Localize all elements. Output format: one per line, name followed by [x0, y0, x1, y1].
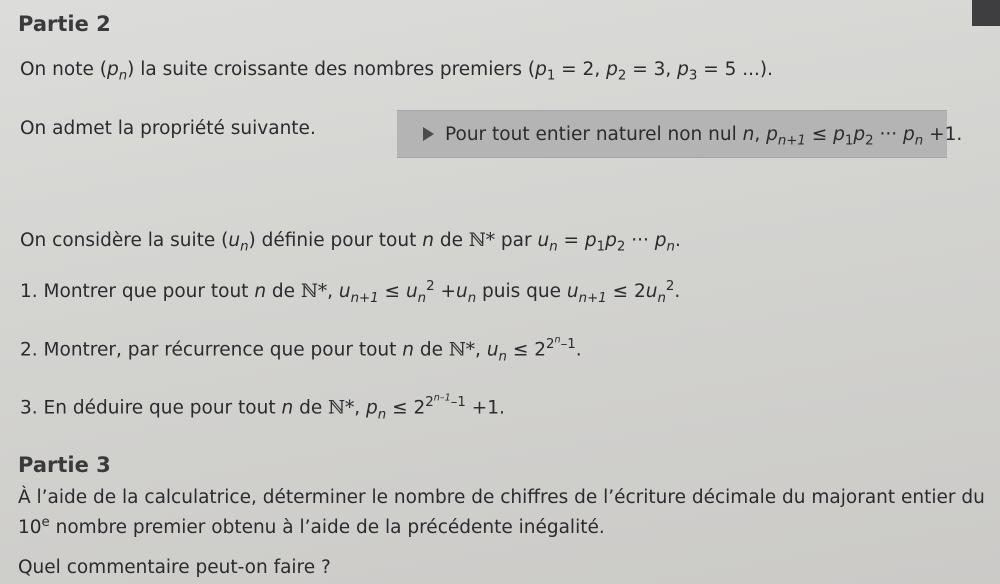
sequence-definition-line: [20, 232, 681, 254]
subscript-n: n: [417, 290, 427, 306]
math-p: p: [605, 230, 617, 251]
text: de: [293, 397, 329, 419]
subscript-n-plus-1: n+1: [777, 133, 806, 149]
text: Pour tout entier naturel non nul: [445, 124, 743, 145]
subscript-n: n: [467, 290, 477, 306]
text: 10: [18, 517, 42, 539]
question-1: [20, 280, 680, 305]
math-p: p: [584, 230, 597, 251]
partie-3-title: Partie 3: [18, 453, 111, 477]
text: ) la suite croissante des nombres premiers (: [127, 59, 536, 80]
subscript-n-plus-1: n+1: [578, 290, 607, 306]
text: .: [674, 230, 681, 251]
math-u: u: [228, 230, 241, 251]
subscript-1: 1: [546, 68, 556, 84]
text: +1.: [923, 124, 963, 145]
subscript-3: 3: [688, 68, 698, 84]
text: ,: [754, 124, 767, 145]
subscript-n: n: [498, 349, 507, 365]
math-p: p: [654, 230, 667, 251]
math-p3: p: [677, 59, 689, 80]
plus-1: +1.: [465, 397, 505, 419]
leq-2: ≤ 2: [506, 339, 547, 361]
subscript-2: 2: [617, 68, 627, 84]
text: nombre premier obtenu à l’aide de la précédente inégalité.: [49, 517, 605, 539]
question-3: [20, 394, 505, 422]
natural-numbers-symbol: ℕ*: [300, 281, 328, 303]
text: = 3,: [626, 59, 678, 80]
leq-symbol: ≤ 2: [606, 281, 646, 303]
natural-numbers-symbol: ℕ*: [328, 397, 355, 419]
math-p: p: [366, 397, 378, 419]
math-u: u: [338, 281, 351, 303]
math-p: p: [853, 124, 866, 145]
math-p1: p: [535, 59, 547, 80]
leq-2: ≤ 2: [386, 397, 426, 419]
text: .: [674, 281, 681, 303]
power-tower: [546, 337, 576, 352]
subscript-n: n: [549, 239, 558, 255]
subscript-2: 2: [865, 133, 874, 149]
ordinal-superscript: e: [41, 515, 50, 530]
math-p: p: [903, 124, 915, 145]
text: ,: [354, 397, 367, 419]
partie-2-title: Partie 2: [18, 12, 111, 36]
definition-primes-line: [20, 61, 773, 83]
ellipsis: ···: [873, 124, 904, 145]
subscript-1: 1: [844, 133, 854, 149]
text: On considère la suite (: [20, 230, 229, 251]
math-n: n: [742, 124, 755, 145]
leq-symbol: ≤: [805, 124, 834, 145]
math-u: u: [405, 281, 418, 303]
exponent-n-minus-1: n–1: [433, 393, 451, 404]
property-statement: [445, 124, 962, 149]
partie-3-line-1: À l’aide de la calculatrice, déterminer le nombre de chiffres de l’écriture décimale du majorant entier du: [18, 487, 985, 508]
text: ) définie pour tout: [248, 230, 423, 251]
text: de: [433, 230, 469, 251]
subscript-n: n: [240, 239, 249, 255]
subscript-n: n: [657, 290, 666, 306]
partie-3-line-2: [18, 516, 605, 538]
triangle-bullet-icon: [423, 127, 434, 141]
text: = 2,: [555, 59, 607, 80]
math-n: n: [254, 281, 267, 303]
math-n: n: [281, 397, 294, 419]
power-tower: [425, 395, 466, 410]
text: .: [575, 339, 582, 361]
text: ,: [327, 281, 339, 303]
math-p2: p: [606, 59, 618, 80]
dark-corner-decoration: [972, 0, 1000, 26]
text: puis que: [476, 281, 567, 303]
text: de: [413, 339, 449, 361]
math-u: u: [566, 281, 579, 303]
subscript-n: n: [377, 407, 387, 423]
question-number: 2.: [20, 339, 38, 361]
plus: +: [434, 281, 456, 303]
question-2: [20, 336, 582, 364]
ellipsis: ···: [625, 230, 655, 251]
leq-symbol: ≤: [378, 281, 406, 303]
question-number: 1.: [20, 281, 38, 303]
text: En déduire que pour tout: [37, 397, 282, 419]
math-p: p: [766, 124, 778, 145]
math-u: u: [645, 281, 658, 303]
text: par: [495, 230, 538, 251]
exponent-2: 2: [426, 279, 435, 294]
text: On note (: [20, 59, 107, 80]
exponent-2: 2: [665, 279, 675, 294]
question-number: 3.: [20, 397, 38, 419]
math-p: p: [106, 59, 119, 80]
text: de: [266, 281, 301, 303]
natural-numbers-symbol: ℕ*: [448, 339, 476, 361]
subscript-2: 2: [616, 239, 626, 255]
text: = 5 ...).: [697, 59, 774, 80]
minus-1: –1: [560, 337, 576, 353]
natural-numbers-symbol: ℕ*: [468, 230, 496, 251]
minus-1: –1: [450, 395, 466, 411]
math-n: n: [422, 230, 434, 251]
math-n: n: [402, 339, 414, 361]
text: ,: [475, 339, 487, 361]
admitted-property-intro: On admet la propriété suivante.: [20, 118, 316, 139]
math-u: u: [455, 281, 468, 303]
subscript-n-plus-1: n+1: [350, 290, 379, 306]
property-box: [397, 110, 963, 158]
exponent-n: n: [554, 335, 561, 346]
subscript-n: n: [914, 133, 924, 149]
text: Montrer que pour tout: [37, 281, 255, 303]
math-p: p: [833, 124, 845, 145]
partie-3-line-3: Quel commentaire peut-on faire ?: [18, 557, 331, 578]
text: Montrer, par récurrence que pour tout: [37, 339, 403, 361]
subscript-n: n: [666, 239, 675, 255]
math-u: u: [486, 339, 499, 361]
subscript-1: 1: [596, 239, 606, 255]
subscript-n: n: [118, 68, 128, 84]
exponent-2: 2: [425, 395, 434, 411]
exponent-2: 2: [546, 337, 555, 353]
equals: =: [557, 230, 585, 251]
math-u: u: [537, 230, 550, 251]
